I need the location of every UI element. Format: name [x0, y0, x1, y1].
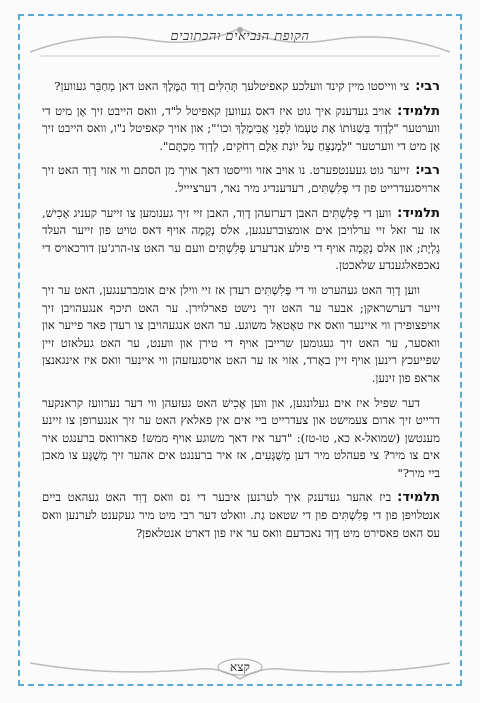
- paragraph-text: ביז אהער געדענק איך לערנען איבער די נס וואס דָוִד האט געהאט ביים אנטלויפן פון די פְּלִשְׁתִּים פון די שטאט גַת. וואלט דער רבי מיט מיר געקענט לערנען וואס עס האט פאסירט מיט דָוִד נאכדעם וואס ער איז פון דארט אנטלאפן?: [42, 490, 440, 540]
- paragraph-5: [42, 282, 440, 388]
- speaker-label: רבי:: [415, 163, 440, 179]
- paragraph-text: צי ווייסטו מיין קינד וועלכע קאפיטלעך תְּהִלִּים דָוִד הַמֶּלֶךְ האט דאן מְחַבֵּר געווען?: [54, 79, 410, 93]
- paragraph-text: זייער גוט געענטפערט. נו אויב אזוי ווייסטו דאך אויך מן הסתם ווי אזוי דָוִד האט זיך ארויסגעדרייט פון די פְּלִשְׁתִּים, רעדענדיג מיר נאר, דערציייל.: [42, 163, 440, 195]
- paragraph-text: דער שפיל איז אים געלונגען, און ווען אָכִישׁ האט געזעהן ווי דער נערוועז קראנקער דרייט זיך ארום צעמישט און צעדרייט ביי אים אין פאלאץ האט ער זיך אנגערופן צו זיינע מענטשן (שמואל-א כא, טו-טז): "דער איז דאך משוגע אויף ממש! פארוואס ברענגט איר אים צו מיר? צי פעהלט מיר דען מְשֻׁגָּעִים, אז איר ברענגט אים אהער זיך מְשֻׁגָּע צו מאכן ביי מיר?": [42, 395, 440, 480]
- speaker-label: תלמיד:: [397, 490, 440, 506]
- running-title: הקופת הנביאים והכתובים: [170, 29, 310, 44]
- paragraph-2: [42, 103, 440, 156]
- paragraph-4: [42, 205, 440, 275]
- speaker-label: תלמיד:: [397, 103, 440, 119]
- paragraph-text: ווען די פְּלִשְׁתִּים האבן דערזעהן דָוִד, האבן זיי זיך גענומען צו זייער קעניג אָכִישׁ, אז ער זאל זיי ערלויבן אים אומצוברענגען, אלס נְקָמָה אויף דאס טויט פון זייער העלד גָלְיָת; און אלס נְקָמָה אויף די פילע אנדערע פְּלִשְׁתִּים וועם ער האט צו-הרג'ען דורכאויס די נאכפאלגענדע שלאכטן.: [42, 205, 440, 273]
- paragraph-6: [42, 395, 440, 483]
- paragraph-3: [42, 162, 440, 197]
- text-body: [42, 78, 440, 643]
- paragraph-7: [42, 489, 440, 542]
- paragraph-1: [42, 78, 440, 96]
- paragraph-text: אויב געדענק איך גוט איז דאס געווען קאפיטל ל"ד, וואס הייבט זיך אָן מיט די ווערטער "לְדָוִד בְּשַׁנּוֹתוֹ אֶת טַעְמוֹ לִפְנֵי אֲבִימֶלֶךְ וכו'"; און אויך קאפיטל נ"ו, וואס הייבט זיך אָן מיט די ווערטער "לַמְנַצֵּחַ עַל יוֹנַת אֵלֶם רְחֹקִים, לְדָוִד מִכְתָּם".: [42, 103, 440, 153]
- speaker-label: רבי:: [415, 79, 440, 94]
- page-number: קצא: [230, 660, 250, 674]
- speaker-label: תלמיד:: [397, 205, 440, 221]
- paragraph-text: ווען דָוִד האט געהערט ווי די פְּלִשְׁתִּים רעדן אז זיי ווילן אים אומברענגען, האט ער זיך זייער דערשראקן; אבער ער האט זיך נישט פארלוירן. ער האט תיכף אנגעהויבן זיך אויפצופירן ווי איינער וואס איז טאָטאַל משוגע. ער האט אנגעהויבן צו רעדן פאר פייער און וואסער, ער האט זיך געגומען שרייבן אויף די טירן און ווענט, ער האט געלאזט זיין שפייעכץ רינען אויף זיין באָרד, אזוי אז ער האט אויסגעזעהן ווי איינער וואס איז אינגאנצן אראפ פון זינען.: [42, 282, 440, 385]
